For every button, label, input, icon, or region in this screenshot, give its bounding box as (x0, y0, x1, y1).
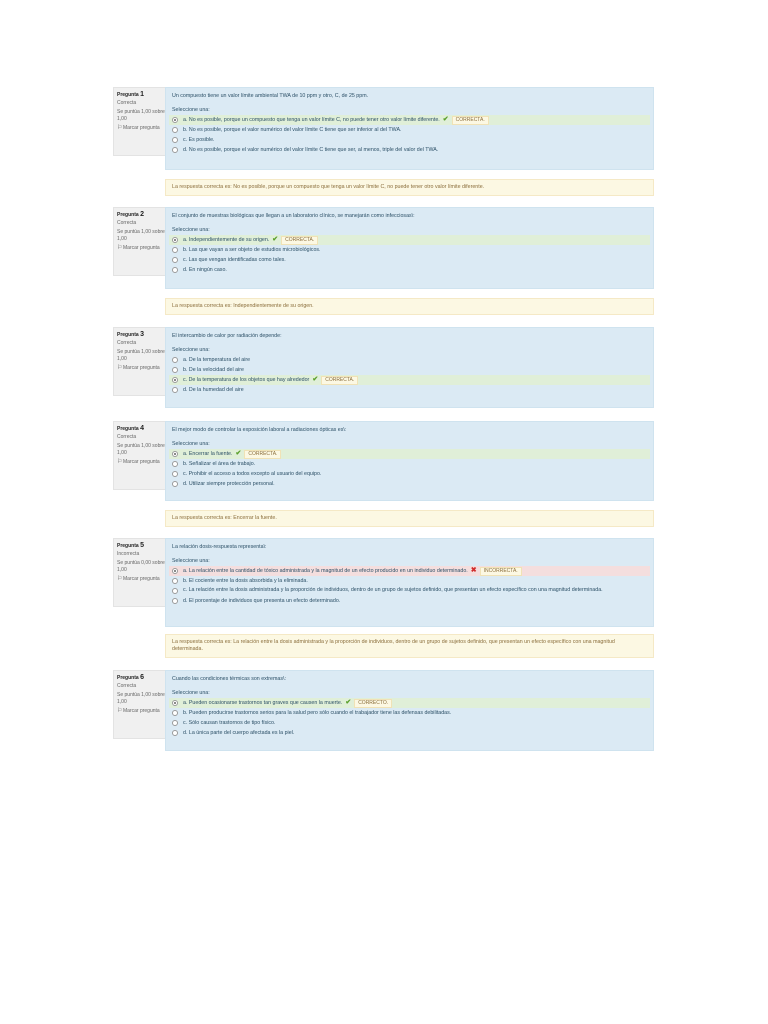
select-prompt: Seleccione una: (172, 227, 210, 233)
question-content (165, 87, 654, 170)
question-content (165, 207, 654, 289)
question-label: Pregunta (117, 675, 139, 681)
radio[interactable] (172, 720, 178, 726)
question-info (113, 327, 167, 396)
question-text: El mejor modo de controlar la exposición laboral a radiaciones ópticas es\: (172, 427, 347, 433)
select-prompt: Seleccione una: (172, 690, 210, 696)
result-badge: CORRECTA. (452, 116, 489, 125)
answer-option-a[interactable] (169, 235, 650, 245)
radio[interactable] (172, 461, 178, 467)
radio[interactable] (172, 257, 178, 263)
radio[interactable] (172, 127, 178, 133)
question-grade: Se puntúa 1,00 sobre 1,00 (117, 229, 165, 242)
option-text: b. Señalizar el área de trabajo. (183, 461, 256, 467)
question-content (165, 538, 654, 627)
result-badge: CORRECTA. (281, 236, 318, 245)
flag-label: Marcar pregunta (123, 459, 160, 465)
question-info (113, 207, 167, 276)
answer-option-c[interactable] (169, 255, 650, 265)
radio[interactable] (172, 710, 178, 716)
answer-option-c[interactable] (169, 586, 650, 596)
flag-question-link[interactable] (117, 365, 166, 372)
answer-option-d[interactable] (169, 728, 650, 738)
radio[interactable] (172, 387, 178, 393)
correct-answer-feedback: La respuesta correcta es: La relación entre la dosis administrada y la proporción de individuos, dentro de un grupo de sujetos definido, que presentan un efecto específico con una magnitud determinada. (165, 634, 654, 658)
select-prompt: Seleccione una: (172, 558, 210, 564)
answer-option-a[interactable] (169, 449, 650, 459)
option-text: c. Las que vengan identificadas como tales. (183, 257, 286, 263)
result-badge: INCORRECTA. (480, 567, 522, 576)
radio[interactable] (172, 147, 178, 153)
flag-icon: ⚐ (117, 708, 123, 714)
question-grade: Se puntúa 1,00 sobre 1,00 (117, 349, 165, 362)
radio[interactable] (172, 588, 178, 594)
option-text: d. De la humedad del aire (183, 387, 244, 393)
answer-option-b[interactable] (169, 125, 650, 135)
question-grade: Se puntúa 1,00 sobre 1,00 (117, 692, 165, 705)
radio[interactable] (172, 471, 178, 477)
question-number: 5 (140, 542, 144, 549)
answer-option-c[interactable] (169, 135, 650, 145)
question-grade: Se puntúa 0,00 sobre 1,00 (117, 560, 165, 573)
option-text: a. Encerrar la fuente. (183, 451, 233, 457)
radio[interactable] (172, 730, 178, 736)
option-text: d. Utilizar siempre protección personal. (183, 481, 275, 487)
check-icon: ✔ (442, 116, 449, 123)
flag-label: Marcar pregunta (123, 125, 160, 131)
question-label: Pregunta (117, 543, 139, 549)
answer-option-d[interactable] (169, 265, 650, 275)
option-text: d. El porcentaje de individuos que presenta un efecto determinado. (183, 598, 341, 604)
result-badge: CORRECTO. (354, 699, 392, 708)
radio[interactable] (172, 267, 178, 273)
answer-option-b[interactable] (169, 708, 650, 718)
question-info (113, 538, 167, 607)
radio[interactable] (172, 367, 178, 373)
correct-answer-feedback: La respuesta correcta es: No es posible, porque un compuesto que tenga un valor límite C, no puede tener otro valor límite diferente. (165, 179, 654, 196)
option-text: a. Independientemente de su origen. (183, 237, 270, 243)
answer-option-a[interactable] (169, 698, 650, 708)
answer-option-b[interactable] (169, 576, 650, 586)
question-text: Cuando las condiciones térmicas son extremas\: (172, 676, 286, 682)
question-text: La relación dosis-respuesta representa\: (172, 544, 267, 550)
check-icon: ✔ (312, 376, 319, 383)
option-text: a. No es posible, porque un compuesto que tenga un valor límite C, no puede tener otro valor límite diferente. (183, 117, 440, 123)
question-text: El conjunto de muestras biológicas que llegan a un laboratorio clínico, se manejarán como infecciosas\: (172, 213, 415, 219)
radio-selected[interactable] (172, 700, 178, 706)
answer-option-a[interactable] (169, 566, 650, 576)
question-label: Pregunta (117, 426, 139, 432)
question-number: 2 (140, 211, 144, 218)
cross-icon: ✖ (470, 567, 477, 574)
question-state: Correcta (117, 434, 137, 440)
flag-icon: ⚐ (117, 125, 123, 131)
question-info (113, 87, 167, 156)
radio[interactable] (172, 137, 178, 143)
answer-option-a[interactable] (169, 115, 650, 125)
option-text: d. En ningún caso. (183, 267, 227, 273)
question-number: 1 (140, 91, 144, 98)
radio-selected[interactable] (172, 377, 178, 383)
correct-answer-feedback: La respuesta correcta es: Encerrar la fuente. (165, 510, 654, 527)
question-info (113, 670, 167, 739)
option-text: b. El cociente entre la dosis absorbida y la eliminada. (183, 578, 308, 584)
flag-label: Marcar pregunta (123, 365, 160, 371)
flag-question-link[interactable] (117, 125, 166, 132)
flag-question-link[interactable] (117, 576, 166, 583)
option-text: c. Es posible. (183, 137, 215, 143)
flag-question-link[interactable] (117, 245, 166, 252)
radio-selected[interactable] (172, 117, 178, 123)
radio-selected[interactable] (172, 237, 178, 243)
question-text: El intercambio de calor por radiación depende: (172, 333, 282, 339)
question-number: 3 (140, 331, 144, 338)
question-number: 6 (140, 674, 144, 681)
option-text: b. De la velocidad del aire (183, 367, 244, 373)
option-text: d. La única parte del cuerpo afectada es la piel. (183, 730, 295, 736)
answer-option-d[interactable] (169, 479, 650, 489)
radio-selected[interactable] (172, 451, 178, 457)
correct-answer-feedback: La respuesta correcta es: Independientemente de su origen. (165, 298, 654, 315)
radio[interactable] (172, 578, 178, 584)
question-state: Correcta (117, 340, 137, 346)
flag-icon: ⚐ (117, 365, 123, 371)
check-icon: ✔ (235, 450, 242, 457)
option-text: a. Pueden ocasionarse trastornos tan graves que causen la muerte. (183, 700, 343, 706)
answer-option-b[interactable] (169, 245, 650, 255)
answer-option-b[interactable] (169, 365, 650, 375)
option-text: b. Las que vayan a ser objeto de estudios microbiológicos. (183, 247, 321, 253)
answer-option-c[interactable] (169, 375, 650, 385)
flag-question-link[interactable] (117, 459, 166, 466)
question-label: Pregunta (117, 92, 139, 98)
radio[interactable] (172, 481, 178, 487)
option-text: c. De la temperatura de los objetos que hay alrededor (183, 377, 310, 383)
question-grade: Se puntúa 1,00 sobre 1,00 (117, 443, 165, 456)
select-prompt: Seleccione una: (172, 441, 210, 447)
flag-question-link[interactable] (117, 708, 166, 715)
answer-option-d[interactable] (169, 385, 650, 395)
question-state: Incorrecta (117, 551, 140, 557)
flag-label: Marcar pregunta (123, 708, 160, 714)
radio[interactable] (172, 247, 178, 253)
result-badge: CORRECTA. (244, 450, 281, 459)
answer-option-b[interactable] (169, 459, 650, 469)
select-prompt: Seleccione una: (172, 107, 210, 113)
flag-icon: ⚐ (117, 245, 123, 251)
question-state: Correcta (117, 100, 137, 106)
flag-label: Marcar pregunta (123, 576, 160, 582)
option-text: c. Sólo causan trastornos de tipo físico. (183, 720, 276, 726)
question-state: Correcta (117, 220, 137, 226)
result-badge: CORRECTA. (321, 376, 358, 385)
question-label: Pregunta (117, 332, 139, 338)
answer-option-a[interactable] (169, 355, 650, 365)
radio-selected[interactable] (172, 568, 178, 574)
radio[interactable] (172, 357, 178, 363)
question-content (165, 670, 654, 751)
question-content (165, 327, 654, 408)
question-state: Correcta (117, 683, 137, 689)
answer-option-c[interactable] (169, 469, 650, 479)
check-icon: ✔ (272, 236, 279, 243)
option-text: b. No es posible, porque el valor numérico del valor límite C tiene que ser inferior al del TWA. (183, 127, 402, 133)
question-text: Un compuesto tiene un valor límite ambiental TWA de 10 ppm y otro, C, de 25 ppm. (172, 93, 369, 99)
answer-option-d[interactable] (169, 145, 650, 155)
answer-option-d[interactable] (169, 596, 650, 606)
option-text: c. La relación entre la dosis administrada y la proporción de individuos, dentro de un grupo de sujetos definido, que presentan un efecto específico con una magnitud determinada. (183, 587, 603, 593)
radio[interactable] (172, 598, 178, 604)
question-grade: Se puntúa 1,00 sobre 1,00 (117, 109, 165, 122)
question-label: Pregunta (117, 212, 139, 218)
option-text: c. Prohibir el acceso a todos excepto al usuario del equipo. (183, 471, 322, 477)
question-info (113, 421, 167, 490)
option-text: a. De la temperatura del aire (183, 357, 251, 363)
check-icon: ✔ (345, 699, 352, 706)
question-content (165, 421, 654, 501)
option-text: a. La relación entre la cantidad de tóxico administrada y la magnitud de un efecto producido en un individuo determinado. (183, 568, 468, 574)
question-number: 4 (140, 425, 144, 432)
flag-icon: ⚐ (117, 459, 123, 465)
option-text: b. Pueden producirse trastornos serios para la salud pero sólo cuando el trabajador tiene las defensas debilitadas. (183, 710, 452, 716)
flag-label: Marcar pregunta (123, 245, 160, 251)
flag-icon: ⚐ (117, 576, 123, 582)
select-prompt: Seleccione una: (172, 347, 210, 353)
option-text: d. No es posible, porque el valor numérico del valor límite C tiene que ser, al menos, triple del valor del TWA. (183, 147, 439, 153)
answer-option-c[interactable] (169, 718, 650, 728)
